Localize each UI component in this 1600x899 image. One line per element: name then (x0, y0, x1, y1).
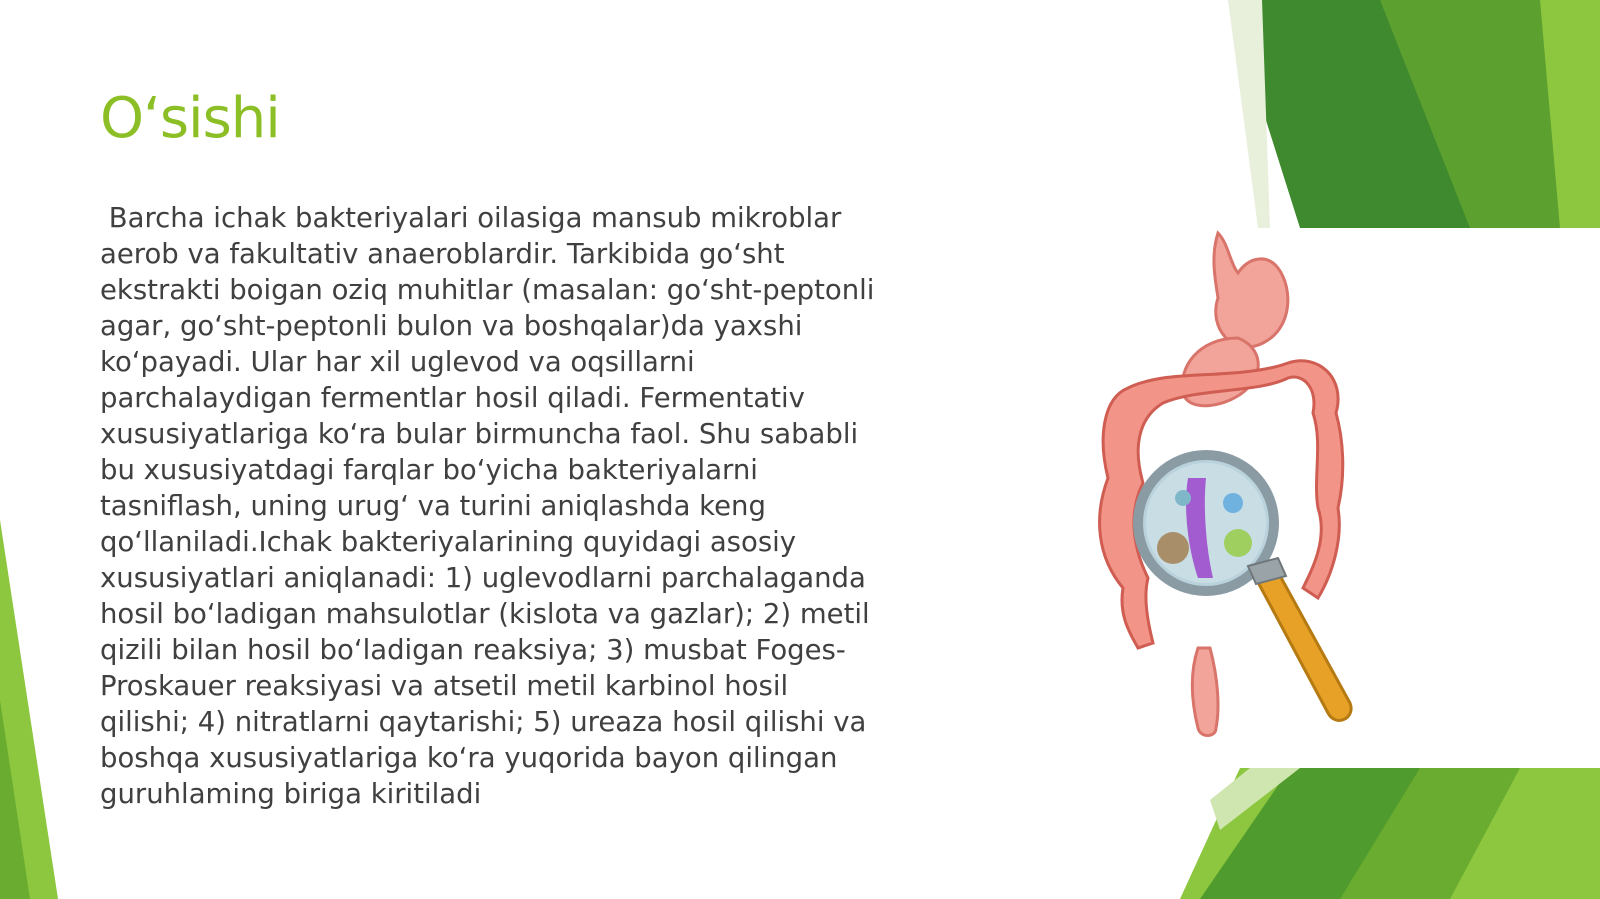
stomach-shape (1214, 233, 1288, 347)
intestine-magnifier-icon (1088, 228, 1586, 768)
slide-title: O‘sishi (100, 86, 280, 151)
slide-body-text: Barcha ichak bakteriyalari oilasiga mansub mikroblar aerob va fakultativ anaeroblardir. Tarkibida go‘sht ekstrakti boigan oziq muhitlar (masalan: go‘sht-peptonli agar, go‘sht-peptonli bulon va boshqalar)da yaxshi ko‘payadi. Ular har xil uglevod va oqsillarni parchalaydigan fermentlar hosil qiladi. Fermentativ xususiyatlariga ko‘ra bular birmuncha faol. Shu sababli bu xususiyatdagi farqlar bo‘yicha bakteriyalarni tasniflash, uning urug‘ va turini aniqlashda keng qo‘llaniladi.Ichak bakteriyalarining quyidagi asosiy xususiyatlari aniqlanadi: 1) uglevodlarni parchalaganda hosil bo‘ladigan mahsulotlar (kislota va gazlar); 2) metil qizili bilan hosil bo‘ladigan reaksiya; 3) musbat Foges- Proskauer reaksiyasi va atsetil metil karbinol hosil qilishi; 4) nitratlarni qaytarishi; 5) ureaza hosil qilishi va boshqa xususiyatlariga ko‘ra yuqorida bayon qilingan guruhlaming biriga kiritiladi (100, 202, 875, 810)
rectum-shape (1192, 648, 1218, 736)
illustration-frame (1088, 228, 1586, 768)
